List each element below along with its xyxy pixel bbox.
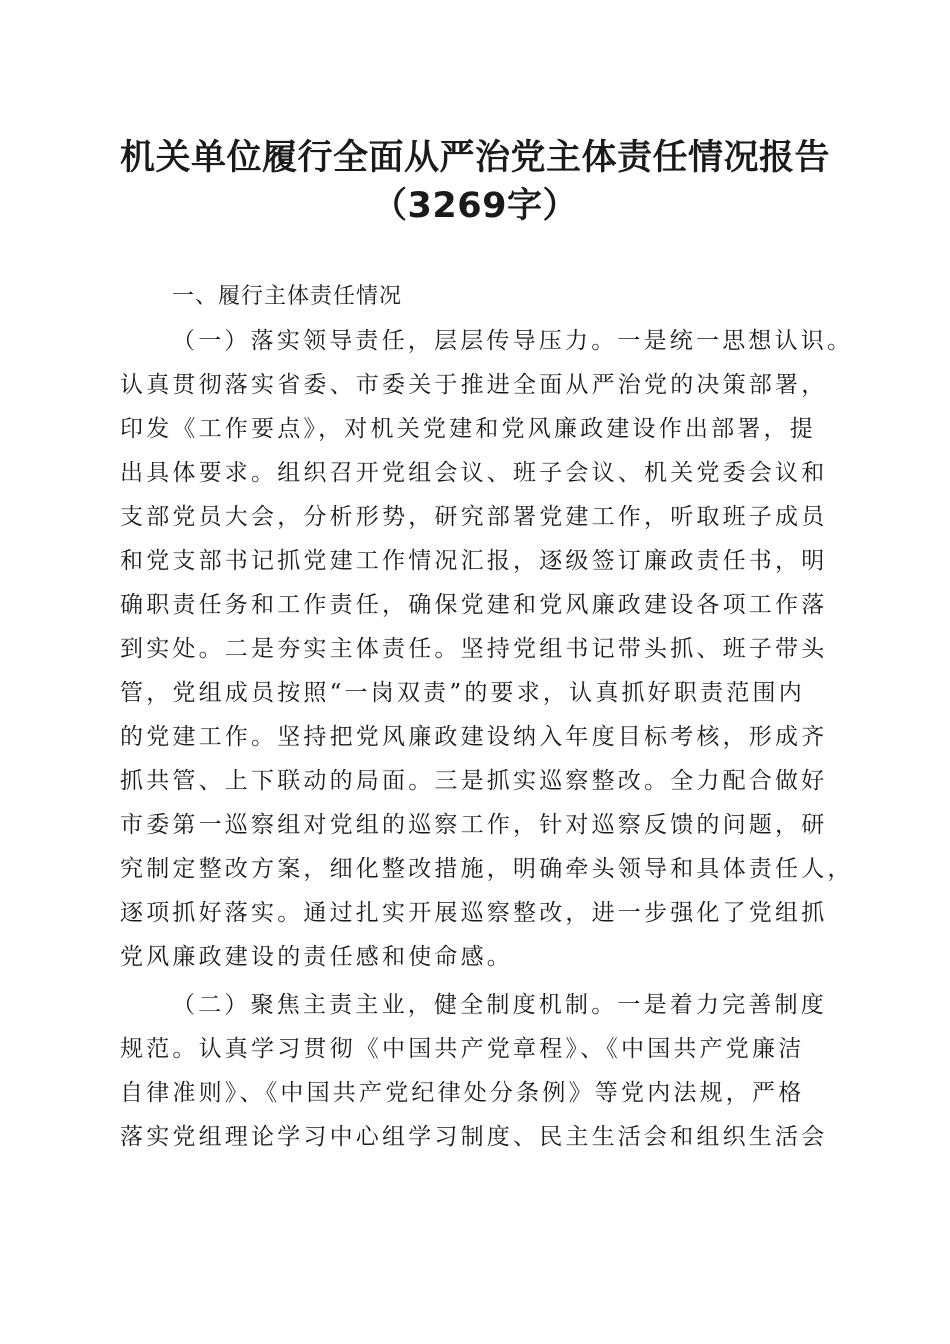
body-line: 市委第一巡察组对党组的巡察工作，针对巡察反馈的问题，研 <box>120 812 828 838</box>
body-line: 的党建工作。坚持把党风廉政建设纳入年度目标考核，形成齐 <box>120 724 828 750</box>
body-line: 究制定整改方案，细化整改措施，明确牵头领导和具体责任人， <box>120 856 854 882</box>
body-line: 出具体要求。组织召开党组会议、班子会议、机关党委会议和 <box>120 460 828 486</box>
body-line: （一）落实领导责任，层层传导压力。一是统一思想认识。 <box>172 328 854 354</box>
body-line: 党风廉政建设的责任感和使命感。 <box>120 944 513 970</box>
body-line: 落实党组理论学习中心组学习制度、民主生活会和组织生活会 <box>120 1124 828 1150</box>
body-line: 抓共管、上下联动的局面。三是抓实巡察整改。全力配合做好 <box>120 768 828 794</box>
body-line: 规范。认真学习贯彻《中国共产党章程》、《中国共产党廉洁 <box>120 1036 805 1062</box>
body-line: 确职责任务和工作责任，确保党建和党风廉政建设各项工作落 <box>120 592 828 618</box>
body-line: 逐项抓好落实。通过扎实开展巡察整改，进一步强化了党组抓 <box>120 900 828 926</box>
body-line: 认真贯彻落实省委、市委关于推进全面从严治党的决策部署， <box>120 372 828 398</box>
title-line-main: 机关单位履行全面从严治党主体责任情况报告 <box>119 138 830 178</box>
body-line: 支部党员大会，分析形势，研究部署党建工作，听取班子成员 <box>120 504 828 530</box>
body-line: 和党支部书记抓党建工作情况汇报，逐级签订廉政责任书，明 <box>120 548 828 574</box>
title-line-wordcount: （3269字） <box>372 186 578 226</box>
body-line: 到实处。二是夯实主体责任。坚持党组书记带头抓、班子带头 <box>120 636 828 662</box>
body-line: 管，党组成员按照“一岗双责”的要求，认真抓好职责范围内 <box>120 680 805 706</box>
section-heading: 一、履行主体责任情况 <box>172 284 403 309</box>
body-line: 印发《工作要点》，对机关党建和党风廉政建设作出部署，提 <box>120 416 816 442</box>
body-line: （二）聚焦主责主业，健全制度机制。一是着力完善制度 <box>172 992 827 1018</box>
body-line: 自律准则》、《中国共产党纪律处分条例》等党内法规，严格 <box>120 1080 805 1106</box>
document-title <box>0 134 950 230</box>
